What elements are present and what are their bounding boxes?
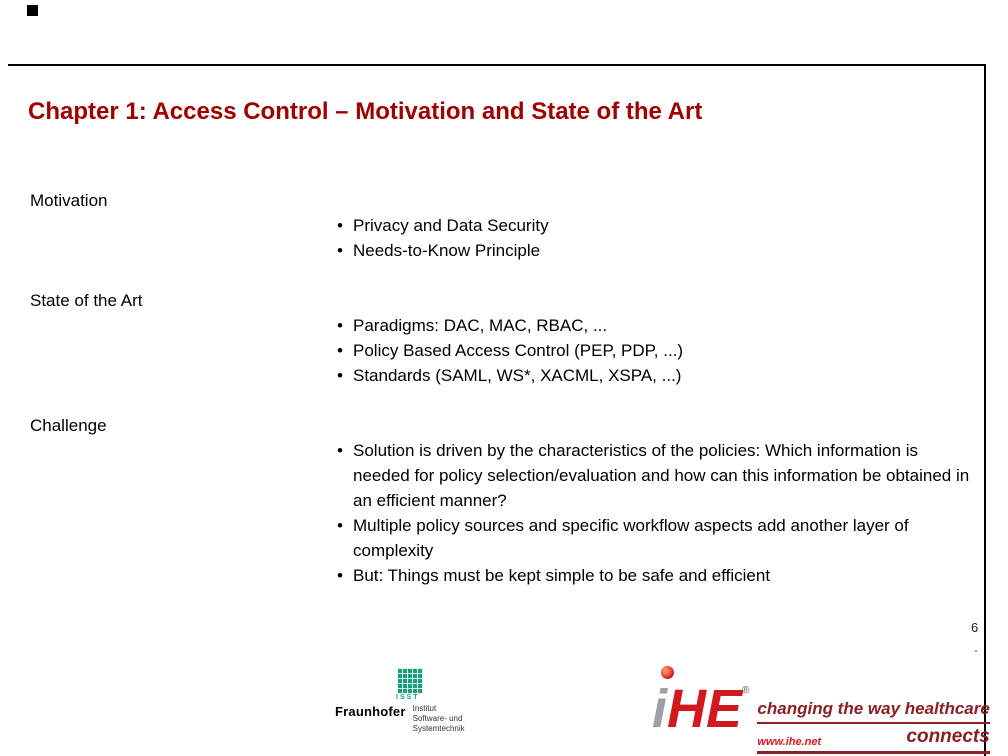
ihe-tagline-line1: changing the way healthcare <box>757 699 989 724</box>
ihe-url: www.ihe.net <box>757 736 822 748</box>
section-state-of-the-art <box>30 288 975 388</box>
bullet-list <box>335 438 975 588</box>
registered-trademark-symbol: ® <box>742 685 750 696</box>
ihe-tagline-block <box>757 660 989 754</box>
section-challenge <box>30 413 975 588</box>
slide-content <box>30 188 975 588</box>
bullet-item: • Privacy and Data Security <box>335 213 975 238</box>
ihe-logo-i-letter: i <box>652 679 668 739</box>
bullet-item: • Multiple policy sources and specific workflow aspects add another layer of complexity <box>335 513 975 563</box>
bullet-item: • Paradigms: DAC, MAC, RBAC, ... <box>335 313 975 338</box>
section-label: State of the Art <box>30 291 143 310</box>
ihe-tagline-line2: connects <box>906 726 990 747</box>
ihe-logo-block <box>652 660 990 754</box>
ihe-logo <box>652 660 749 754</box>
top-horizontal-rule <box>8 64 986 66</box>
bullet-item: • Policy Based Access Control (PEP, PDP, ...) <box>335 338 975 363</box>
fraunhofer-isst-logo <box>335 668 475 734</box>
fraunhofer-wordmark-row <box>335 704 475 734</box>
institute-line: Systemtechnik <box>412 724 465 733</box>
section-motivation <box>30 188 975 263</box>
bullet-item: • But: Things must be kept simple to be safe and efficient <box>335 563 975 588</box>
page-mark: - <box>974 645 978 657</box>
institute-line: Institut <box>412 704 437 713</box>
section-label: Challenge <box>30 416 107 435</box>
ihe-logo-he-letters: HE <box>667 679 743 739</box>
bullet-list <box>335 213 975 263</box>
ihe-tagline-bottom-row <box>757 724 989 748</box>
bullet-item: • Standards (SAML, WS*, XACML, XSPA, ...) <box>335 363 975 388</box>
corner-square-decoration <box>27 5 38 16</box>
bullet-list <box>335 313 975 388</box>
bullet-item: • Needs-to-Know Principle <box>335 238 975 263</box>
isst-label: ISST <box>396 694 420 701</box>
fraunhofer-wordmark: Fraunhofer <box>335 704 406 719</box>
isst-grid-icon <box>397 668 423 694</box>
fraunhofer-institute-name <box>413 704 465 734</box>
page-number: 6 <box>971 620 979 635</box>
institute-line: Software- und <box>412 714 463 723</box>
bullet-item: • Solution is driven by the characteristics of the policies: Which information is needed for policy selection/evaluation and how can this information be obtained in an efficient manner? <box>335 438 975 513</box>
section-label: Motivation <box>30 191 108 210</box>
slide-title: Chapter 1: Access Control – Motivation and State of the Art <box>28 98 703 126</box>
right-vertical-rule <box>984 64 986 756</box>
globe-icon <box>661 666 674 679</box>
